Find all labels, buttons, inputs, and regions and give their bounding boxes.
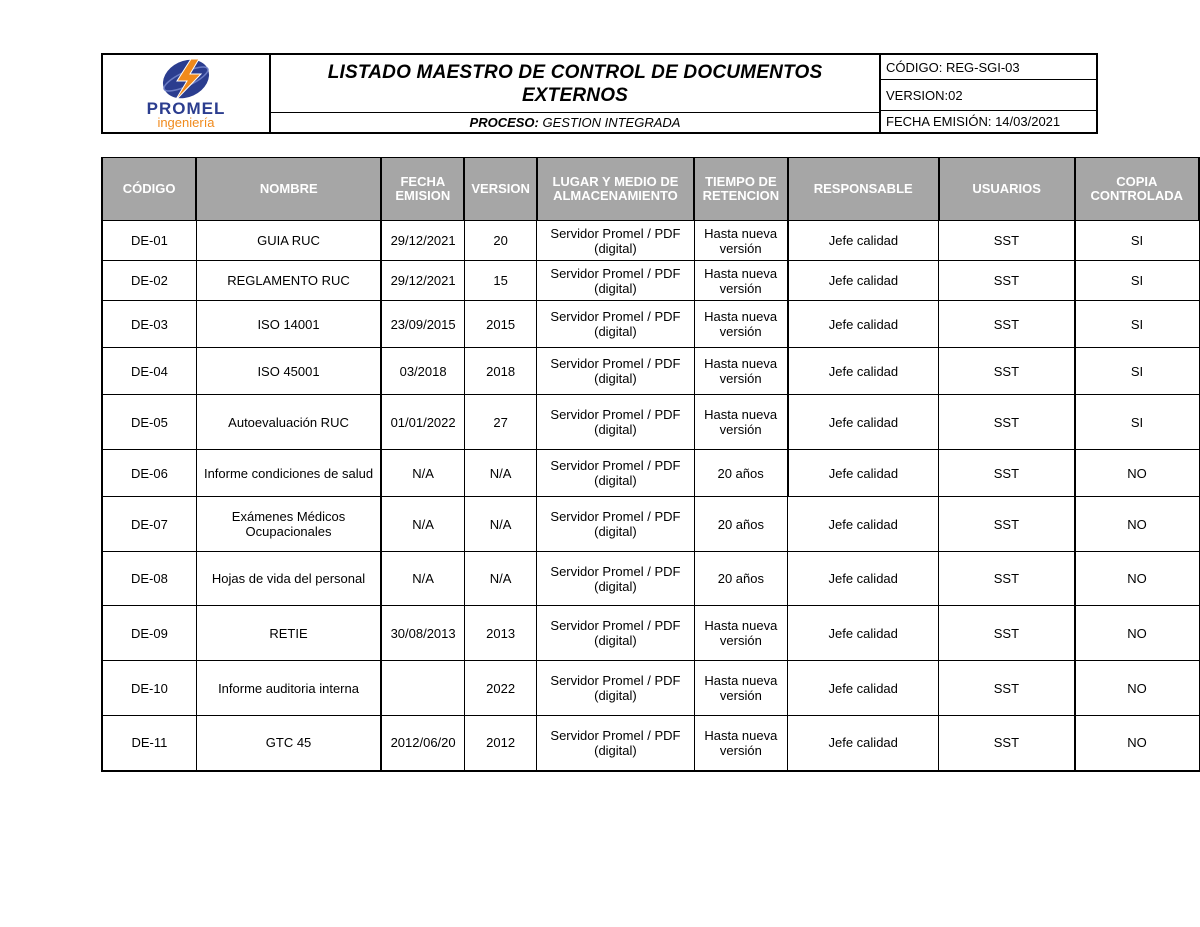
document-code: CÓDIGO: REG-SGI-03 (881, 55, 1096, 80)
table-row (102, 450, 1199, 497)
col-header-nombre: NOMBRE (196, 158, 381, 221)
cell-nombre: REGLAMENTO RUC (196, 261, 381, 301)
cell-lugar: Servidor Promel / PDF (digital) (537, 301, 694, 348)
cell-usuarios: SST (939, 661, 1075, 716)
cell-lugar: Servidor Promel / PDF (digital) (537, 716, 694, 771)
table-row (102, 261, 1199, 301)
cell-usuarios: SST (939, 450, 1075, 497)
table-row (102, 661, 1199, 716)
cell-usuarios: SST (939, 497, 1075, 552)
cell-responsable: Jefe calidad (788, 661, 939, 716)
process-label: PROCESO: (469, 115, 539, 130)
cell-responsable: Jefe calidad (788, 348, 939, 395)
cell-nombre: GTC 45 (196, 716, 381, 771)
issue-date: FECHA EMISIÓN: 14/03/2021 (886, 114, 1061, 129)
cell-fecha: 29/12/2021 (381, 261, 464, 301)
logo-sub-text: ingeniería (157, 114, 215, 130)
cell-tiempo: Hasta nueva versión (694, 606, 788, 661)
col-header-codigo: CÓDIGO (102, 158, 196, 221)
cell-lugar: Servidor Promel / PDF (digital) (537, 497, 694, 552)
cell-responsable: Jefe calidad (788, 261, 939, 301)
cell-lugar: Servidor Promel / PDF (digital) (537, 552, 694, 606)
table-row (102, 606, 1199, 661)
cell-nombre: ISO 45001 (196, 348, 381, 395)
table-header-row (102, 158, 1199, 221)
table-row (102, 348, 1199, 395)
cell-codigo: DE-03 (102, 301, 196, 348)
cell-fecha (381, 661, 464, 716)
cell-copia: NO (1075, 552, 1199, 606)
document-title: LISTADO MAESTRO DE CONTROL DE DOCUMENTOS EXTERNOS (327, 61, 823, 106)
table-row (102, 221, 1199, 261)
cell-usuarios: SST (939, 552, 1075, 606)
cell-lugar: Servidor Promel / PDF (digital) (537, 261, 694, 301)
cell-nombre: Informe condiciones de salud (196, 450, 381, 497)
cell-codigo: DE-04 (102, 348, 196, 395)
cell-responsable: Jefe calidad (788, 716, 939, 771)
document-version: VERSION:02 (881, 80, 1096, 111)
cell-nombre: Informe auditoria interna (196, 661, 381, 716)
cell-lugar: Servidor Promel / PDF (digital) (537, 450, 694, 497)
cell-fecha: 29/12/2021 (381, 221, 464, 261)
cell-fecha: 23/09/2015 (381, 301, 464, 348)
cell-usuarios: SST (939, 261, 1075, 301)
cell-copia: NO (1075, 450, 1199, 497)
cell-tiempo: Hasta nueva versión (694, 221, 788, 261)
cell-version: 2018 (464, 348, 536, 395)
cell-fecha: N/A (381, 450, 464, 497)
cell-version: 15 (464, 261, 536, 301)
cell-responsable: Jefe calidad (788, 497, 939, 552)
col-header-responsable: RESPONSABLE (788, 158, 939, 221)
cell-responsable: Jefe calidad (788, 450, 939, 497)
cell-fecha: 2012/06/20 (381, 716, 464, 771)
table-row (102, 301, 1199, 348)
cell-version: 27 (464, 395, 536, 450)
cell-usuarios: SST (939, 348, 1075, 395)
cell-codigo: DE-07 (102, 497, 196, 552)
cell-version: 20 (464, 221, 536, 261)
col-header-usuarios: USUARIOS (939, 158, 1075, 221)
promel-logo (111, 57, 261, 131)
cell-version: 2015 (464, 301, 536, 348)
cell-responsable: Jefe calidad (788, 221, 939, 261)
cell-lugar: Servidor Promel / PDF (digital) (537, 606, 694, 661)
col-header-fecha: FECHA EMISION (381, 158, 464, 221)
cell-lugar: Servidor Promel / PDF (digital) (537, 661, 694, 716)
cell-responsable: Jefe calidad (788, 552, 939, 606)
cell-copia: NO (1075, 497, 1199, 552)
cell-version: 2013 (464, 606, 536, 661)
cell-fecha: 03/2018 (381, 348, 464, 395)
cell-usuarios: SST (939, 395, 1075, 450)
document-header (101, 53, 1098, 134)
cell-tiempo: Hasta nueva versión (694, 395, 788, 450)
cell-codigo: DE-09 (102, 606, 196, 661)
col-header-lugar: LUGAR Y MEDIO DE ALMACENAMIENTO (537, 158, 694, 221)
table-row (102, 552, 1199, 606)
cell-fecha: N/A (381, 552, 464, 606)
cell-copia: SI (1075, 221, 1199, 261)
cell-codigo: DE-08 (102, 552, 196, 606)
documents-table (101, 157, 1200, 772)
cell-fecha: N/A (381, 497, 464, 552)
table-row (102, 497, 1199, 552)
cell-tiempo: Hasta nueva versión (694, 661, 788, 716)
cell-usuarios: SST (939, 716, 1075, 771)
cell-codigo: DE-01 (102, 221, 196, 261)
cell-nombre: Hojas de vida del personal (196, 552, 381, 606)
cell-nombre: Exámenes Médicos Ocupacionales (196, 497, 381, 552)
col-header-version: VERSION (464, 158, 536, 221)
cell-tiempo: Hasta nueva versión (694, 301, 788, 348)
cell-copia: NO (1075, 661, 1199, 716)
table-row (102, 716, 1199, 771)
cell-lugar: Servidor Promel / PDF (digital) (537, 221, 694, 261)
cell-lugar: Servidor Promel / PDF (digital) (537, 348, 694, 395)
process-value: GESTION INTEGRADA (538, 115, 681, 130)
cell-codigo: DE-06 (102, 450, 196, 497)
cell-codigo: DE-02 (102, 261, 196, 301)
cell-codigo: DE-11 (102, 716, 196, 771)
cell-version: N/A (464, 552, 536, 606)
cell-lugar: Servidor Promel / PDF (digital) (537, 395, 694, 450)
cell-responsable: Jefe calidad (788, 606, 939, 661)
table-row (102, 395, 1199, 450)
cell-usuarios: SST (939, 606, 1075, 661)
cell-fecha: 30/08/2013 (381, 606, 464, 661)
cell-nombre: ISO 14001 (196, 301, 381, 348)
cell-tiempo: Hasta nueva versión (694, 261, 788, 301)
cell-responsable: Jefe calidad (788, 301, 939, 348)
cell-tiempo: 20 años (694, 497, 788, 552)
logo-cell (103, 55, 271, 132)
cell-copia: NO (1075, 716, 1199, 771)
cell-codigo: DE-05 (102, 395, 196, 450)
logo-brand-text: PROMEL (146, 98, 226, 118)
cell-version: N/A (464, 497, 536, 552)
cell-responsable: Jefe calidad (788, 395, 939, 450)
process-cell (271, 113, 881, 132)
cell-copia: SI (1075, 348, 1199, 395)
cell-tiempo: 20 años (694, 450, 788, 497)
cell-version: 2022 (464, 661, 536, 716)
cell-usuarios: SST (939, 301, 1075, 348)
cell-nombre: Autoevaluación RUC (196, 395, 381, 450)
cell-tiempo: Hasta nueva versión (694, 716, 788, 771)
cell-fecha: 01/01/2022 (381, 395, 464, 450)
cell-copia: SI (1075, 395, 1199, 450)
col-header-copia: COPIA CONTROLADA (1075, 158, 1199, 221)
title-cell (271, 55, 881, 113)
cell-nombre: RETIE (196, 606, 381, 661)
cell-copia: NO (1075, 606, 1199, 661)
cell-tiempo: Hasta nueva versión (694, 348, 788, 395)
cell-tiempo: 20 años (694, 552, 788, 606)
cell-copia: SI (1075, 301, 1199, 348)
cell-version: 2012 (464, 716, 536, 771)
cell-usuarios: SST (939, 221, 1075, 261)
cell-version: N/A (464, 450, 536, 497)
cell-copia: SI (1075, 261, 1199, 301)
cell-codigo: DE-10 (102, 661, 196, 716)
col-header-tiempo: TIEMPO DE RETENCION (694, 158, 788, 221)
cell-nombre: GUIA RUC (196, 221, 381, 261)
